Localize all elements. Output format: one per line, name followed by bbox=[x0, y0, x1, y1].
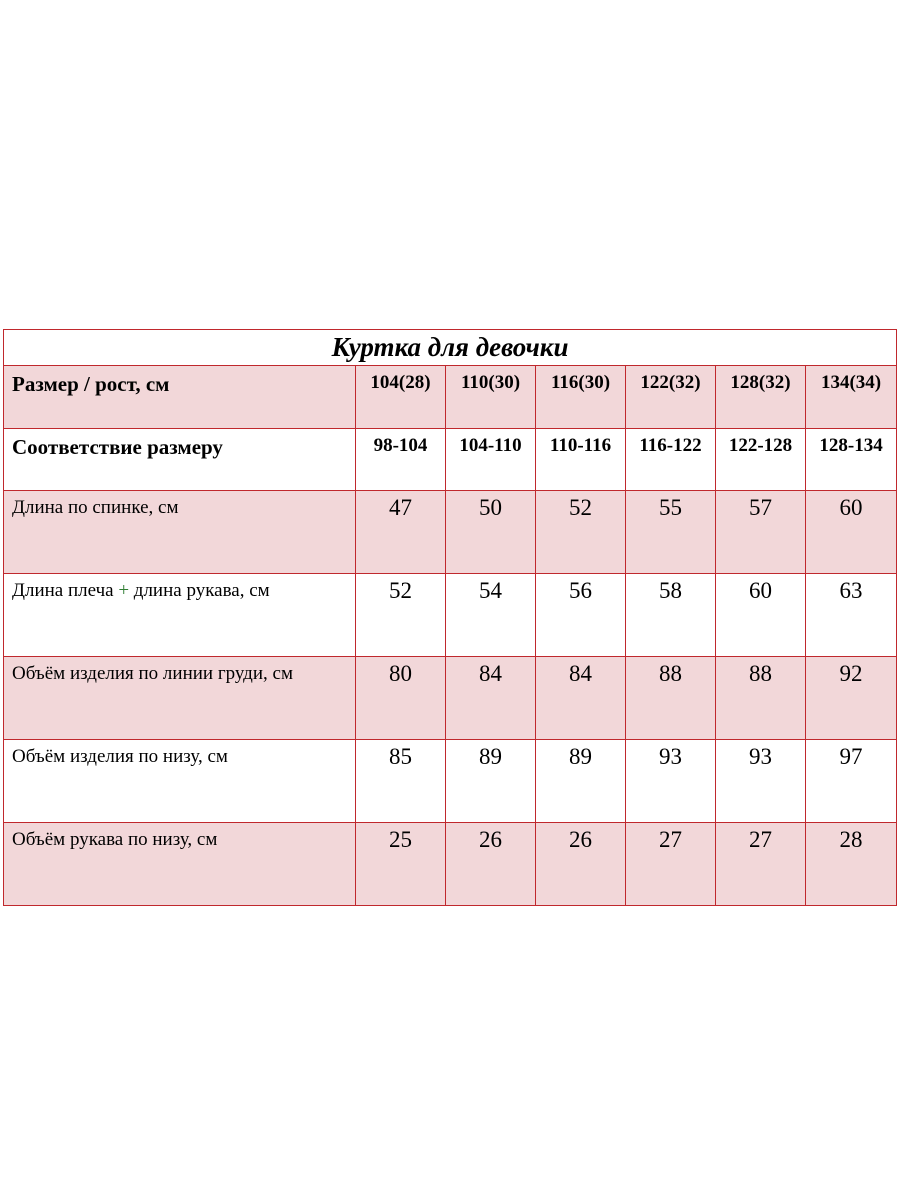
measurement-cell: 47 bbox=[356, 491, 446, 574]
size-correspondence-cell: 122-128 bbox=[716, 429, 806, 491]
plus-sign: + bbox=[118, 580, 130, 601]
measurement-cell: 63 bbox=[806, 574, 897, 657]
size-correspondence-cell: 128-134 bbox=[806, 429, 897, 491]
chest-volume-row bbox=[4, 657, 897, 740]
shoulder-sleeve-length-row bbox=[4, 574, 897, 657]
size-header-cell: 122(32) bbox=[626, 366, 716, 429]
measurement-cell: 56 bbox=[536, 574, 626, 657]
size-chart bbox=[3, 329, 896, 868]
measurement-cell: 80 bbox=[356, 657, 446, 740]
table-title: Куртка для девочки bbox=[4, 330, 897, 366]
hem-volume-label: Объём изделия по низу, см bbox=[4, 740, 356, 823]
measurement-cell: 89 bbox=[536, 740, 626, 823]
size-header-cell: 128(32) bbox=[716, 366, 806, 429]
measurement-cell: 26 bbox=[536, 823, 626, 906]
measurement-cell: 54 bbox=[446, 574, 536, 657]
measurement-cell: 88 bbox=[626, 657, 716, 740]
sleeve-length-text: длина рукава, см bbox=[133, 580, 270, 601]
title-row bbox=[4, 330, 897, 366]
measurement-cell: 52 bbox=[536, 491, 626, 574]
shoulder-sleeve-length-label bbox=[4, 574, 356, 657]
measurement-cell: 88 bbox=[716, 657, 806, 740]
measurement-cell: 58 bbox=[626, 574, 716, 657]
measurement-cell: 60 bbox=[716, 574, 806, 657]
measurement-cell: 89 bbox=[446, 740, 536, 823]
size-height-label: Размер / рост, см bbox=[4, 366, 356, 429]
hem-volume-row bbox=[4, 740, 897, 823]
size-correspondence-row bbox=[4, 429, 897, 491]
measurement-cell: 93 bbox=[716, 740, 806, 823]
size-correspondence-cell: 98-104 bbox=[356, 429, 446, 491]
sleeve-hem-volume-label: Объём рукава по низу, см bbox=[4, 823, 356, 906]
measurement-cell: 84 bbox=[536, 657, 626, 740]
back-length-label: Длина по спинке, см bbox=[4, 491, 356, 574]
measurement-cell: 27 bbox=[716, 823, 806, 906]
chest-volume-label: Объём изделия по линии груди, см bbox=[4, 657, 356, 740]
size-header-cell: 116(30) bbox=[536, 366, 626, 429]
size-header-row bbox=[4, 366, 897, 429]
size-header-cell: 134(34) bbox=[806, 366, 897, 429]
measurement-cell: 25 bbox=[356, 823, 446, 906]
measurement-cell: 50 bbox=[446, 491, 536, 574]
measurement-cell: 26 bbox=[446, 823, 536, 906]
measurement-cell: 28 bbox=[806, 823, 897, 906]
size-correspondence-label: Соответствие размеру bbox=[4, 429, 356, 491]
size-header-cell: 104(28) bbox=[356, 366, 446, 429]
back-length-row bbox=[4, 491, 897, 574]
measurement-cell: 55 bbox=[626, 491, 716, 574]
measurement-cell: 85 bbox=[356, 740, 446, 823]
measurement-cell: 93 bbox=[626, 740, 716, 823]
measurement-cell: 92 bbox=[806, 657, 897, 740]
size-correspondence-cell: 110-116 bbox=[536, 429, 626, 491]
size-correspondence-cell: 116-122 bbox=[626, 429, 716, 491]
sleeve-hem-volume-row bbox=[4, 823, 897, 906]
size-table bbox=[3, 329, 897, 906]
measurement-cell: 60 bbox=[806, 491, 897, 574]
measurement-cell: 52 bbox=[356, 574, 446, 657]
size-header-cell: 110(30) bbox=[446, 366, 536, 429]
measurement-cell: 27 bbox=[626, 823, 716, 906]
measurement-cell: 97 bbox=[806, 740, 897, 823]
measurement-cell: 84 bbox=[446, 657, 536, 740]
shoulder-length-text: Длина плеча bbox=[12, 580, 114, 601]
measurement-cell: 57 bbox=[716, 491, 806, 574]
size-correspondence-cell: 104-110 bbox=[446, 429, 536, 491]
